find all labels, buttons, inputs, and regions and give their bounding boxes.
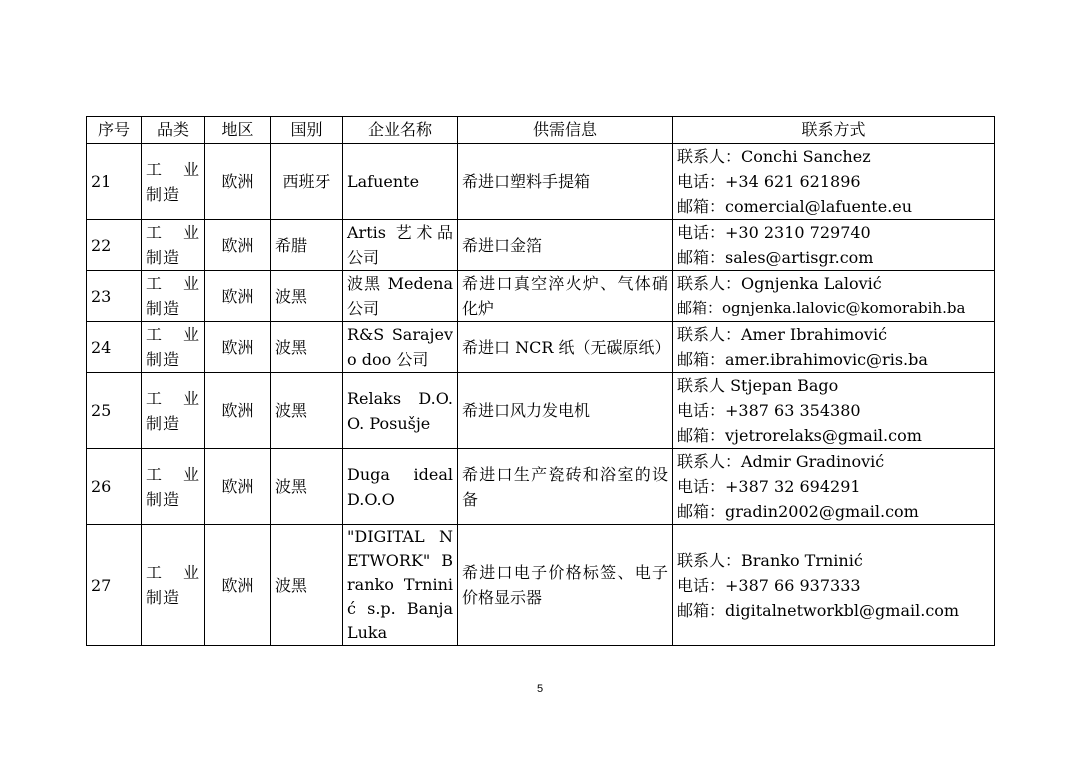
cell-no: 26 — [87, 449, 142, 525]
contact-line: 联系人：Branko Trninić — [677, 550, 863, 570]
contact-line: 联系人：Conchi Sanchez — [677, 147, 871, 166]
cell-region: 欧洲 — [205, 449, 271, 525]
header-contact: 联系方式 — [673, 117, 995, 144]
cell-contact — [673, 525, 995, 646]
cell-company: Lafuente — [343, 144, 458, 220]
cell-company: 波黑 Medena 公司 — [343, 271, 458, 322]
cell-no: 24 — [87, 322, 142, 373]
cell-company: R&S Sarajevo doo 公司 — [343, 322, 458, 373]
table-row — [87, 373, 995, 449]
table-row — [87, 144, 995, 220]
table-row — [87, 271, 995, 322]
cell-contact — [673, 373, 995, 449]
cell-country: 波黑 — [271, 449, 343, 525]
header-region: 地区 — [205, 117, 271, 144]
table-header-row — [87, 117, 995, 144]
contact-line: 电话：+387 63 354380 — [677, 401, 861, 420]
cell-info: 希进口塑料手提箱 — [458, 144, 673, 220]
cell-country: 波黑 — [271, 271, 343, 322]
contact-line: 邮箱：amer.ibrahimovic@ris.ba — [677, 350, 928, 369]
header-company: 企业名称 — [343, 117, 458, 144]
supply-demand-table — [86, 116, 995, 646]
header-country: 国别 — [271, 117, 343, 144]
contact-line: 电话：+30 2310 729740 — [677, 223, 871, 242]
page-number: 5 — [536, 683, 544, 695]
table-row — [87, 525, 995, 646]
cell-category: 工 业 制造 — [142, 322, 205, 373]
header-info: 供需信息 — [458, 117, 673, 144]
contact-line: 邮箱：sales@artisgr.com — [677, 248, 874, 267]
cell-contact — [673, 144, 995, 220]
cell-company: Relaks D.O.O. Posušje — [343, 373, 458, 449]
contact-line: 邮箱：vjetrorelaks@gmail.com — [677, 426, 922, 445]
contact-line: 邮箱：gradin2002@gmail.com — [677, 502, 919, 521]
cell-country: 希腊 — [271, 220, 343, 271]
cell-info: 希进口生产瓷砖和浴室的设备 — [458, 449, 673, 525]
cell-no: 21 — [87, 144, 142, 220]
cell-contact — [673, 220, 995, 271]
cell-contact — [673, 271, 995, 322]
cell-country: 波黑 — [271, 373, 343, 449]
cell-country: 西班牙 — [271, 144, 343, 220]
cell-info: 希进口风力发电机 — [458, 373, 673, 449]
table-row — [87, 322, 995, 373]
cell-region: 欧洲 — [205, 322, 271, 373]
contact-line: 联系人：Amer Ibrahimović — [677, 325, 888, 344]
cell-info: 希进口电子价格标签、电子价格显示器 — [458, 525, 673, 646]
contact-line: 电话：+34 621 621896 — [677, 172, 861, 191]
cell-info: 希进口真空淬火炉、气体硝化炉 — [458, 271, 673, 322]
cell-region: 欧洲 — [205, 373, 271, 449]
cell-region: 欧洲 — [205, 271, 271, 322]
cell-contact — [673, 322, 995, 373]
cell-region: 欧洲 — [205, 220, 271, 271]
cell-no: 27 — [87, 525, 142, 646]
cell-country: 波黑 — [271, 525, 343, 646]
contact-line: 电话：+387 66 937333 — [677, 575, 861, 595]
cell-category: 工 业 制造 — [142, 449, 205, 525]
cell-category: 工 业 制造 — [142, 373, 205, 449]
contact-line: 联系人：Admir Gradinović — [677, 452, 885, 471]
cell-info: 希进口金箔 — [458, 220, 673, 271]
cell-contact — [673, 449, 995, 525]
cell-category: 工 业 制造 — [142, 271, 205, 322]
cell-no: 25 — [87, 373, 142, 449]
cell-category: 工 业 制造 — [142, 525, 205, 646]
header-category: 品类 — [142, 117, 205, 144]
cell-region: 欧洲 — [205, 144, 271, 220]
cell-no: 22 — [87, 220, 142, 271]
cell-category: 工 业 制造 — [142, 144, 205, 220]
table-row — [87, 449, 995, 525]
contact-line: 邮箱：comercial@lafuente.eu — [677, 197, 913, 216]
cell-company: "DIGITAL NETWORK" Branko Trninić s.p. Banja Luka — [343, 525, 458, 646]
cell-category: 工 业 制造 — [142, 220, 205, 271]
table-row — [87, 220, 995, 271]
cell-country: 波黑 — [271, 322, 343, 373]
contact-line: 电话：+387 32 694291 — [677, 477, 861, 496]
contact-line: 联系人 Stjepan Bago — [677, 376, 839, 395]
contact-line: 联系人：Ognjenka Lalović — [677, 274, 882, 293]
cell-company: Duga ideal D.O.O — [343, 449, 458, 525]
header-no: 序号 — [87, 117, 142, 144]
cell-info: 希进口 NCR 纸（无碳原纸） — [458, 322, 673, 373]
cell-region: 欧洲 — [205, 525, 271, 646]
contact-line: 邮箱：ognjenka.lalovic@komorabih.ba — [677, 299, 966, 317]
cell-company: Artis 艺术品公司 — [343, 220, 458, 271]
cell-no: 23 — [87, 271, 142, 322]
contact-line: 邮箱：digitalnetworkbl@gmail.com — [677, 600, 960, 620]
